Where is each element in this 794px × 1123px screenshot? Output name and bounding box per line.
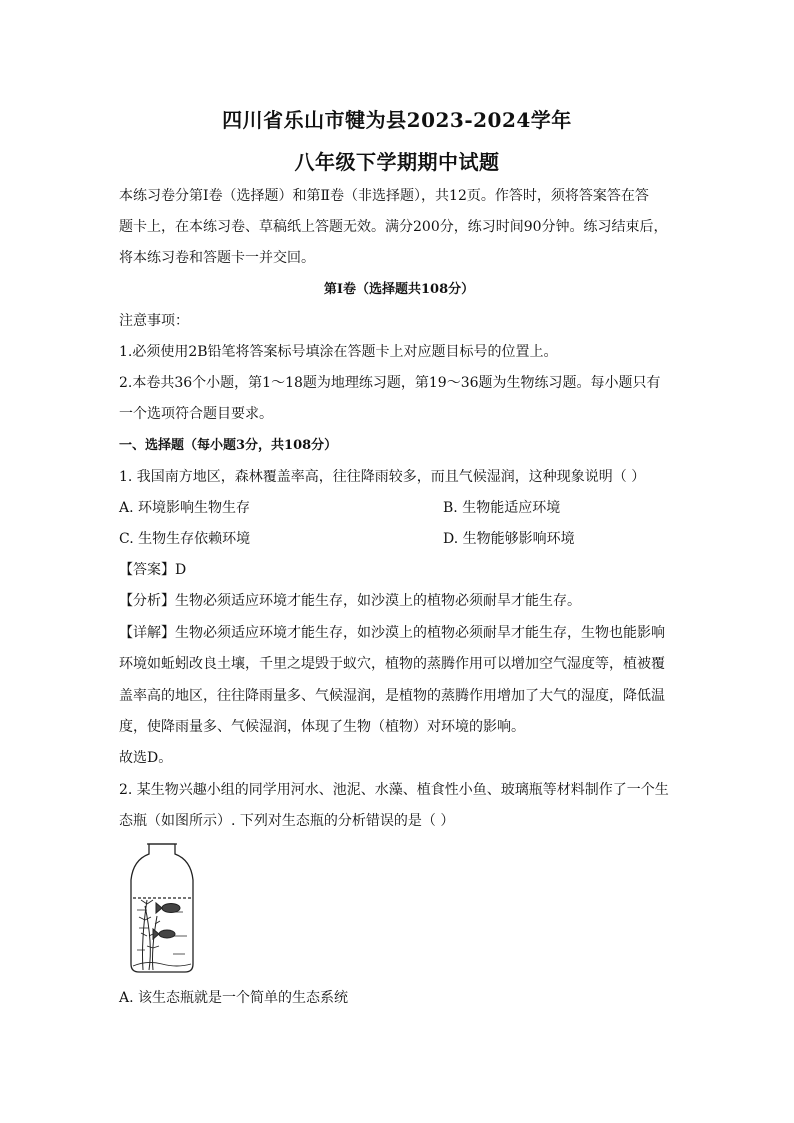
question-1-conclusion: 故选D。 <box>119 750 173 766</box>
question-1-detail-line-3: 盖率高的地区，往往降雨量多、气候湿润，是植物的蒸腾作用增加了大气的湿度，降低温 <box>119 688 665 704</box>
title-line-1: 四川省乐山市犍为县2023-2024学年 <box>222 108 572 132</box>
notice-item-2-line-1: 2.本卷共36个小题，第1～18题为地理练习题，第19～36题为生物练习题。每小题只有 <box>119 375 661 391</box>
question-2-option-a: A. 该生态瓶就是一个简单的生态系统 <box>119 990 349 1006</box>
question-1-detail-line-2: 环境如蚯蚓改良土壤，千里之堤毁于蚁穴，植物的蒸腾作用可以增加空气湿度等，植被覆 <box>119 656 665 672</box>
ecosystem-bottle-figure <box>127 840 197 976</box>
title-line-2: 八年级下学期期中试题 <box>294 150 500 174</box>
question-1-detail-line-1: 【详解】生物必须适应环境才能生存，如沙漠上的植物必须耐旱才能生存，生物也能影响 <box>119 625 665 641</box>
question-1-option-a: A. 环境影响生物生存 <box>119 500 251 516</box>
notice-item-2-line-2: 一个选项符合题目要求。 <box>119 406 273 422</box>
question-1-analysis: 【分析】生物必须适应环境才能生存，如沙漠上的植物必须耐旱才能生存。 <box>119 593 581 609</box>
intro-line-3: 将本练习卷和答题卡一并交回。 <box>119 250 315 266</box>
notice-heading: 注意事项： <box>119 313 189 329</box>
fish-icon <box>156 903 180 913</box>
question-1-answer: 【答案】D <box>119 562 187 578</box>
part-heading: 一、选择题（每小题3分，共108分） <box>119 438 338 453</box>
question-1-option-c: C. 生物生存依赖环境 <box>119 531 251 547</box>
intro-line-1: 本练习卷分第Ⅰ卷（选择题）和第Ⅱ卷（非选择题），共12页。作答时，须将答案答在答 <box>119 188 649 204</box>
question-1-stem: 1. 我国南方地区，森林覆盖率高，往往降雨较多，而且气候湿润，这种现象说明（ ） <box>119 469 646 485</box>
section-title: 第Ⅰ卷（选择题共108分） <box>323 282 475 297</box>
question-1-detail-line-4: 度，使降雨量多、气候湿润，体现了生物（植物）对环境的影响。 <box>119 719 525 735</box>
question-1-option-d: D. 生物能够影响环境 <box>443 531 575 547</box>
question-1-option-b: B. 生物能适应环境 <box>443 500 561 516</box>
fish-icon <box>153 929 175 939</box>
question-2-stem-line-2: 态瓶（如图所示）. 下列对生态瓶的分析错误的是（ ） <box>119 813 455 829</box>
intro-line-2: 题卡上，在本练习卷、草稿纸上答题无效。满分200分，练习时间90分钟。练习结束后， <box>119 219 668 235</box>
notice-item-1: 1.必须使用2B铅笔将答案标号填涂在答题卡上对应题目标号的位置上。 <box>119 344 558 360</box>
question-2-stem-line-1: 2. 某生物兴趣小组的同学用河水、池泥、水藻、植食性小鱼、玻璃瓶等材料制作了一个生 <box>119 782 669 798</box>
